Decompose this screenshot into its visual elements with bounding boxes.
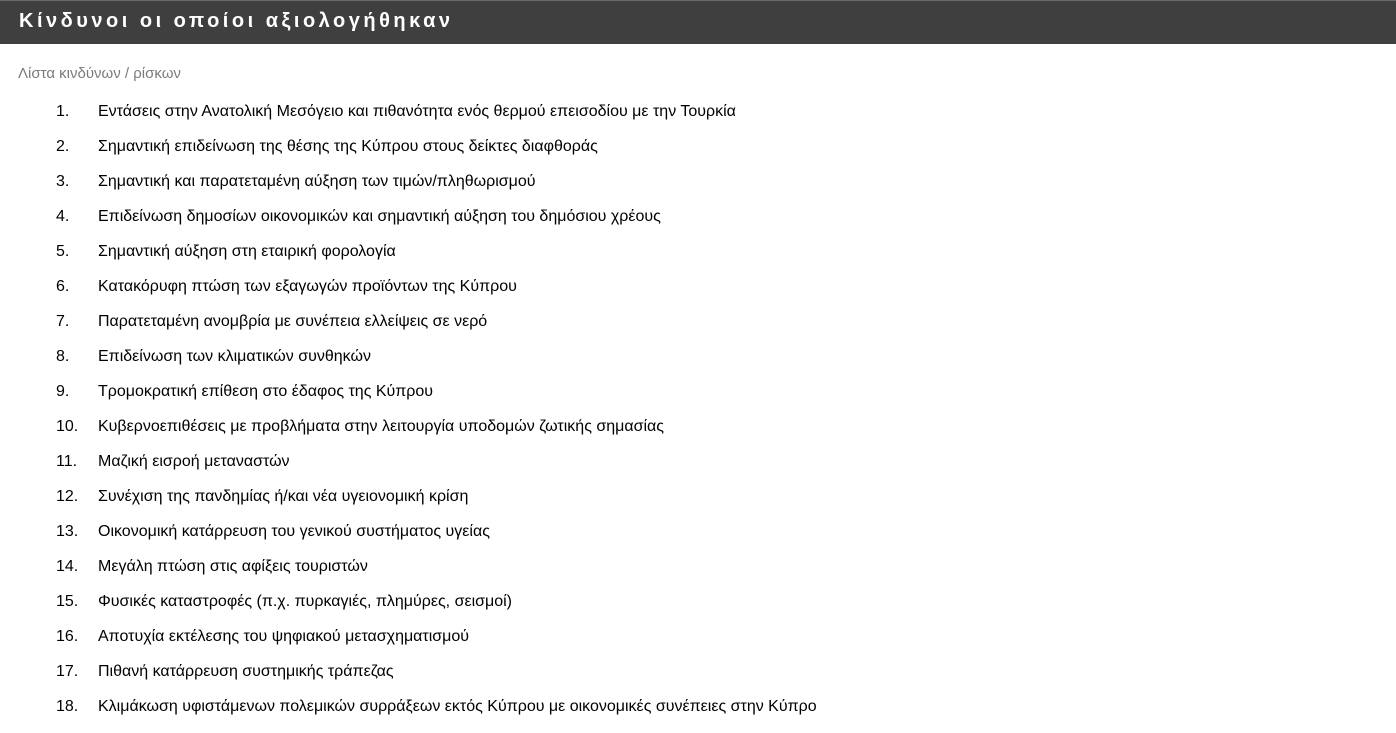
risk-number: 15.	[56, 593, 79, 610]
risk-text: Μαζική εισροή μεταναστών	[98, 453, 290, 470]
list-item	[0, 207, 1000, 242]
risk-text: Τρομοκρατική επίθεση στο έδαφος της Κύπρου	[98, 383, 434, 400]
list-subtitle: Λίστα κινδύνων / ρίσκων	[18, 65, 181, 82]
risk-number: 16.	[56, 628, 79, 645]
list-item	[0, 277, 1000, 312]
risk-number: 4.	[56, 208, 70, 225]
list-item	[0, 627, 1000, 662]
list-item	[0, 452, 1000, 487]
list-item	[0, 137, 1000, 172]
risk-number: 12.	[56, 488, 79, 505]
risk-text: Σημαντική επιδείνωση της θέσης της Κύπρου στους δείκτες διαφθοράς	[98, 138, 598, 155]
risk-list	[0, 102, 1000, 732]
list-item	[0, 662, 1000, 697]
risk-number: 17.	[56, 663, 79, 680]
list-item	[0, 487, 1000, 522]
list-item	[0, 697, 1000, 732]
list-item	[0, 312, 1000, 347]
risk-text: Κατακόρυφη πτώση των εξαγωγών προϊόντων της Κύπρου	[98, 278, 517, 295]
risk-number: 7.	[56, 313, 70, 330]
risk-number: 1.	[56, 103, 70, 120]
risk-text: Μεγάλη πτώση στις αφίξεις τουριστών	[98, 558, 368, 575]
risk-text: Επιδείνωση των κλιματικών συνθηκών	[98, 348, 371, 365]
risk-number: 18.	[56, 698, 79, 715]
risk-number: 2.	[56, 138, 70, 155]
risk-text: Σημαντική αύξηση στη εταιρική φορολογία	[98, 243, 396, 260]
risk-text: Επιδείνωση δημοσίων οικονομικών και σημαντική αύξηση του δημόσιου χρέους	[98, 208, 661, 225]
risk-text: Παρατεταμένη ανομβρία με συνέπεια ελλείψεις σε νερό	[98, 313, 488, 330]
risk-number: 5.	[56, 243, 70, 260]
list-item	[0, 592, 1000, 627]
risk-text: Φυσικές καταστροφές (π.χ. πυρκαγιές, πλημύρες, σεισμοί)	[98, 593, 513, 610]
list-item	[0, 102, 1000, 137]
risk-number: 8.	[56, 348, 70, 365]
risk-text: Κλιμάκωση υφιστάμενων πολεμικών συρράξεων εκτός Κύπρου με οικονομικές συνέπειες στην Κύπρο	[98, 698, 817, 715]
risk-text: Συνέχιση της πανδημίας ή/και νέα υγειονομική κρίση	[98, 488, 469, 505]
risk-number: 10.	[56, 418, 79, 435]
list-item	[0, 557, 1000, 592]
risk-number: 9.	[56, 383, 70, 400]
header-bar	[0, 0, 1396, 44]
risk-number: 3.	[56, 173, 70, 190]
risk-text: Εντάσεις στην Ανατολική Μεσόγειο και πιθανότητα ενός θερμού επεισοδίου με την Τουρκία	[98, 103, 736, 120]
list-item	[0, 242, 1000, 277]
list-item	[0, 417, 1000, 452]
list-item	[0, 347, 1000, 382]
list-item	[0, 522, 1000, 557]
risk-text: Κυβερνοεπιθέσεις με προβλήματα στην λειτουργία υποδομών ζωτικής σημασίας	[98, 418, 664, 435]
list-item	[0, 172, 1000, 207]
list-item	[0, 382, 1000, 417]
risk-number: 6.	[56, 278, 70, 295]
risk-number: 14.	[56, 558, 79, 575]
risk-number: 11.	[56, 453, 78, 470]
page-title: Κίνδυνοι οι οποίοι αξιολογήθηκαν	[19, 10, 454, 32]
risk-text: Αποτυχία εκτέλεσης του ψηφιακού μετασχηματισμού	[98, 628, 470, 645]
risk-text: Οικονομική κατάρρευση του γενικού συστήματος υγείας	[98, 523, 490, 540]
risk-text: Πιθανή κατάρρευση συστημικής τράπεζας	[98, 663, 394, 680]
risk-number: 13.	[56, 523, 79, 540]
risk-text: Σημαντική και παρατεταμένη αύξηση των τιμών/πληθωρισμού	[98, 173, 536, 190]
